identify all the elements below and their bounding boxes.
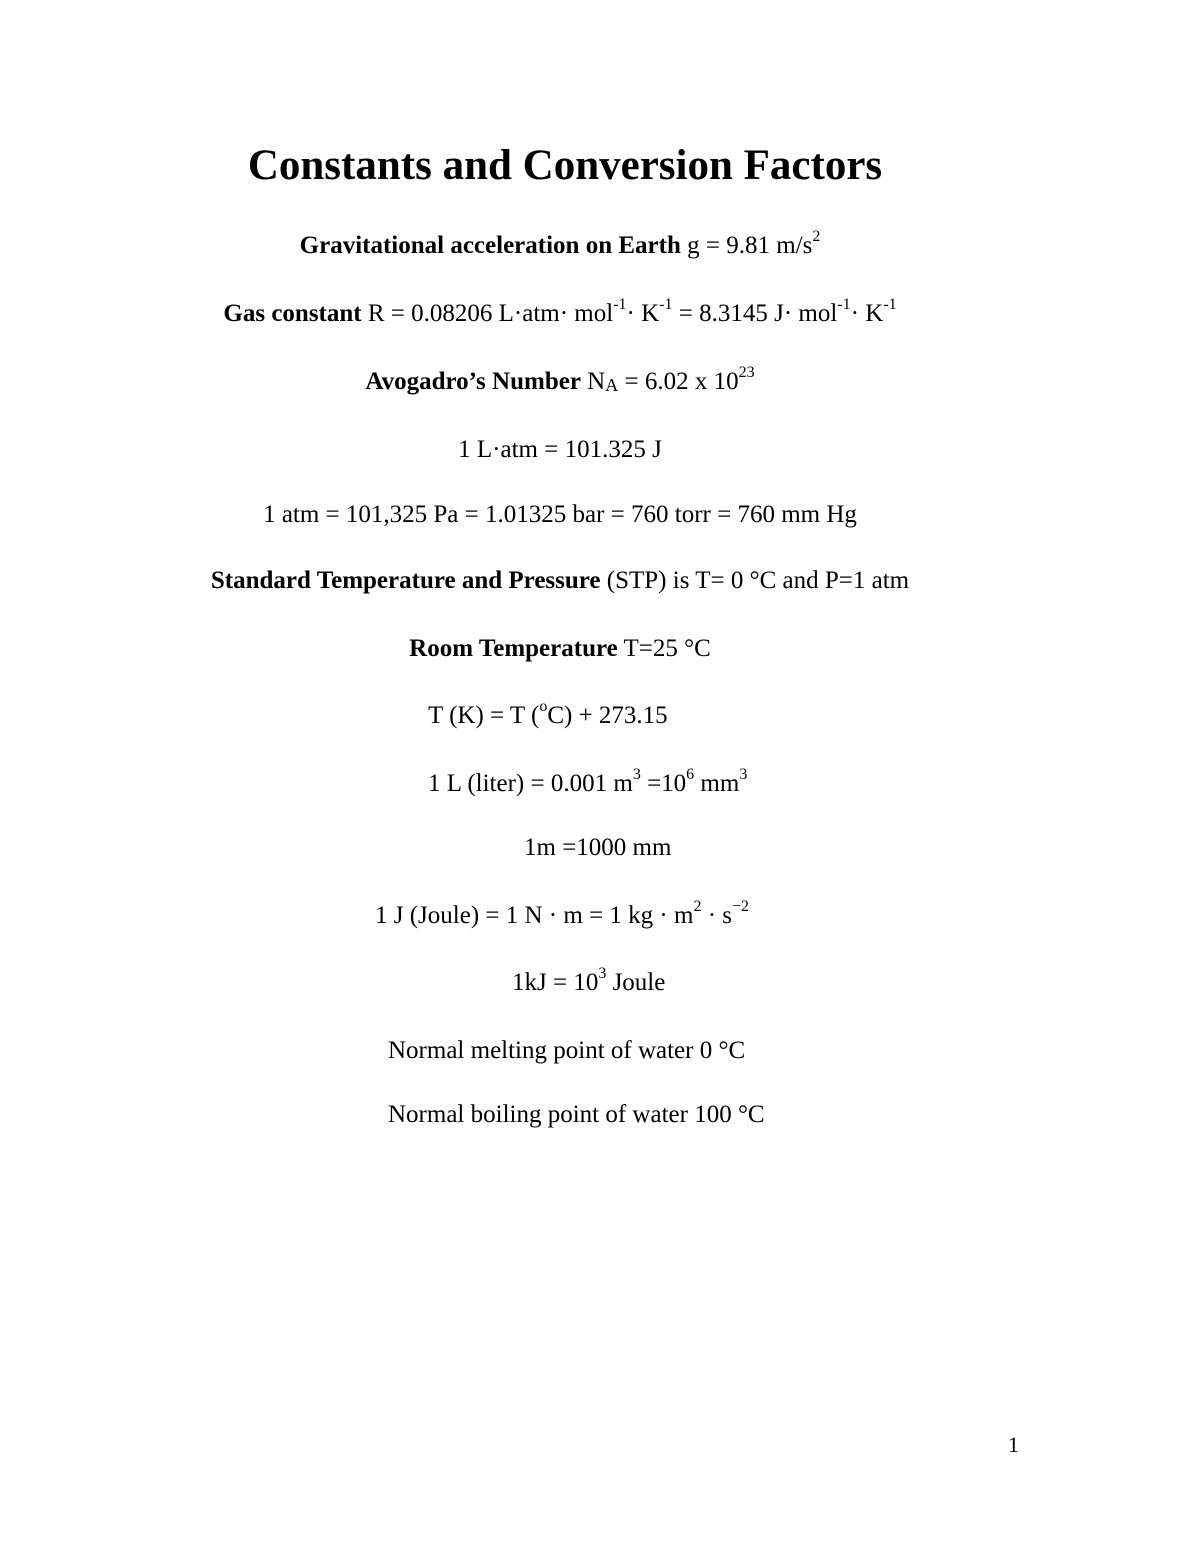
liter-part-2: =10 bbox=[640, 770, 687, 797]
liter-atm-line: 1 L·atm = 101.325 J bbox=[458, 436, 662, 463]
stp-value: (STP) is T= 0 °C and P=1 atm bbox=[600, 567, 910, 594]
gas-constant-part-3: = 8.3145 J· mol bbox=[672, 300, 838, 327]
page-title: Constants and Conversion Factors bbox=[247, 142, 883, 189]
gas-constant-part-1: R = 0.08206 L·atm· mol bbox=[361, 300, 614, 327]
avogadro-label: Avogadro’s Number bbox=[365, 368, 581, 395]
kelvin-part-1: T (K) = T ( bbox=[428, 702, 540, 729]
kelvin-conversion-line bbox=[428, 697, 668, 732]
liter-exp-1: 3 bbox=[632, 765, 641, 783]
gas-constant-exp-3: -1 bbox=[837, 295, 851, 313]
gas-constant-exp-2: -1 bbox=[659, 295, 673, 313]
room-temperature-value: T=25 °C bbox=[617, 635, 711, 662]
avogadro-exponent: 23 bbox=[738, 363, 755, 381]
kilojoule-exponent: 3 bbox=[598, 964, 607, 982]
joule-part-1: 1 J (Joule) = 1 N · m = 1 kg · m bbox=[375, 902, 694, 929]
joule-part-2: · s bbox=[701, 902, 733, 929]
stp-line bbox=[0, 565, 1120, 597]
joule-exp-1: 2 bbox=[693, 897, 702, 915]
avogadro-subscript: A bbox=[605, 375, 619, 395]
gas-constant-exp-4: -1 bbox=[883, 295, 897, 313]
atm-conversion-line: 1 atm = 101,325 Pa = 1.01325 bar = 760 torr = 760 mm Hg bbox=[263, 501, 857, 528]
avogadro-part-2: = 6.02 x 10 bbox=[618, 368, 739, 395]
stp-label: Standard Temperature and Pressure bbox=[210, 567, 601, 594]
boiling-point-line: Normal boiling point of water 100 °C bbox=[388, 1101, 765, 1128]
liter-exp-3: 3 bbox=[739, 765, 748, 783]
gas-constant-label: Gas constant bbox=[223, 300, 362, 327]
melting-point-line: Normal melting point of water 0 °C bbox=[388, 1037, 746, 1064]
kelvin-part-2: C) + 273.15 bbox=[547, 702, 668, 729]
liter-part-3: mm bbox=[694, 770, 740, 797]
gravity-label: Gravitational acceleration on Earth bbox=[299, 232, 681, 259]
avogadro-part-1: N bbox=[580, 368, 606, 395]
gas-constant-part-4: · K bbox=[850, 300, 884, 327]
gas-constant-part-2: · K bbox=[626, 300, 660, 327]
room-temperature-label: Room Temperature bbox=[409, 635, 618, 662]
liter-part-1: 1 L (liter) = 0.001 m bbox=[428, 770, 633, 797]
liter-conversion-line bbox=[428, 765, 748, 800]
kilojoule-line bbox=[512, 964, 666, 999]
gas-constant-exp-1: -1 bbox=[613, 295, 627, 313]
avogadro-line bbox=[0, 363, 1120, 398]
gas-constant-line bbox=[0, 295, 1120, 330]
kilojoule-part-1: 1kJ = 10 bbox=[512, 969, 599, 996]
kilojoule-part-2: Joule bbox=[606, 969, 666, 996]
page-number: 1 bbox=[1008, 1432, 1019, 1457]
joule-definition-line bbox=[375, 897, 750, 932]
gravity-line bbox=[0, 227, 1120, 262]
gravity-value: g = 9.81 m/s bbox=[680, 232, 813, 259]
kelvin-degree-mark: o bbox=[539, 697, 548, 715]
gravity-exponent: 2 bbox=[812, 227, 821, 245]
liter-exp-2: 6 bbox=[686, 765, 695, 783]
room-temperature-line bbox=[0, 633, 1120, 665]
meter-conversion-line: 1m =1000 mm bbox=[524, 834, 672, 861]
joule-exp-2: −2 bbox=[732, 897, 750, 915]
